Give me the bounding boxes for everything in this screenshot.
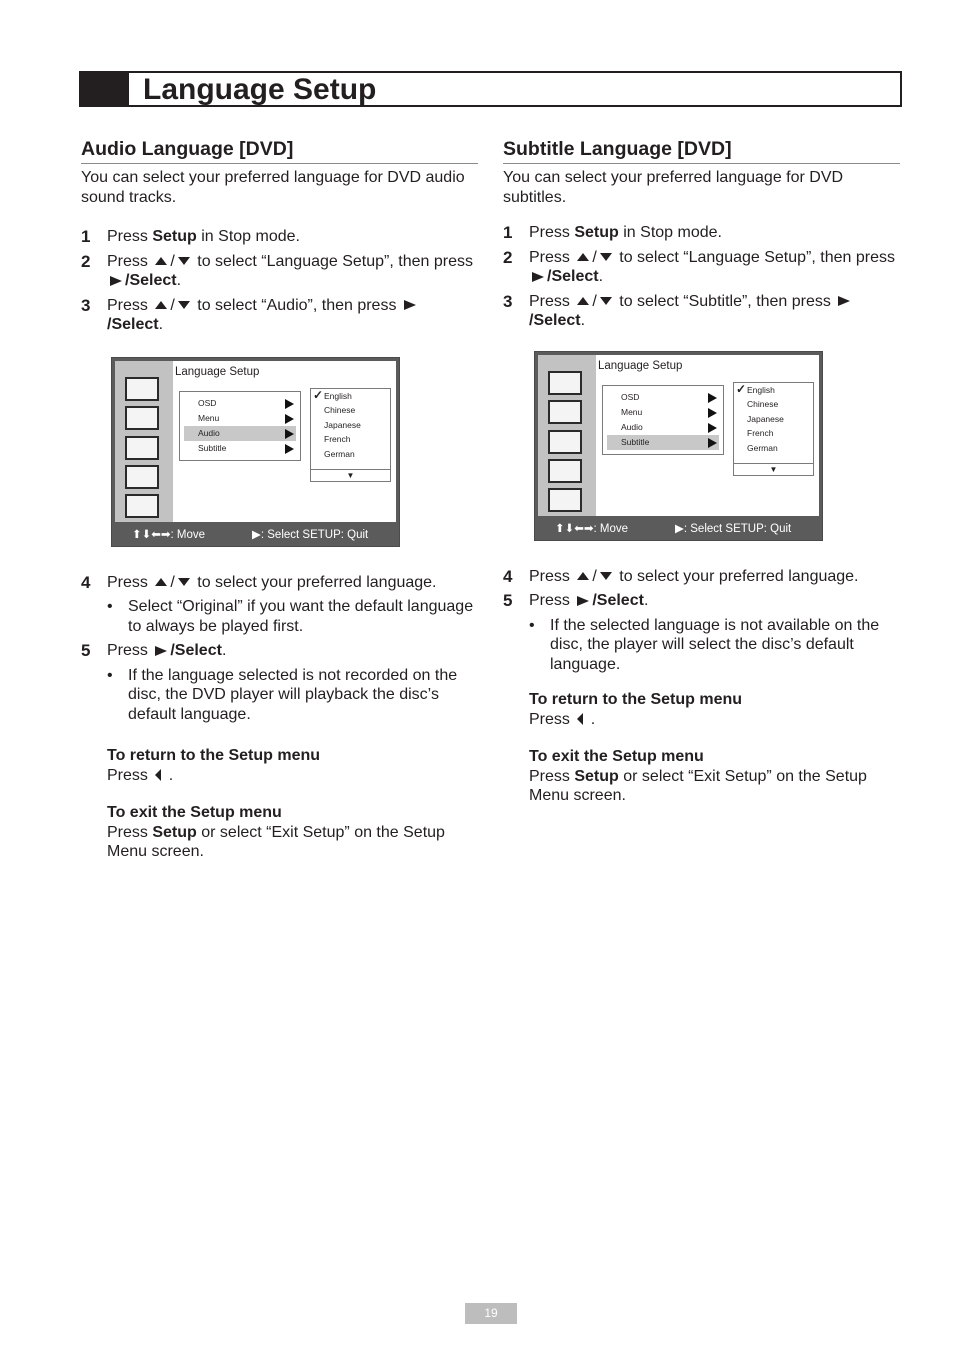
return-block: To return to the Setup menu Press .: [503, 690, 900, 729]
video-icon: [125, 406, 159, 430]
osd-language-label: French: [747, 428, 774, 438]
step-5: [503, 591, 900, 611]
step-4: 4 Press / to select your preferred language.: [81, 572, 437, 592]
scroll-down-icon: ▼: [734, 463, 813, 475]
step-number: 5: [503, 591, 513, 610]
osd-menu-label: Menu: [621, 406, 643, 417]
step-2: 2 Press / to select “Language Setup”, then press /Select.: [81, 251, 473, 289]
osd-language-item: [311, 447, 390, 462]
check-icon: ✓: [313, 387, 324, 402]
bullet-text: Select “Original” if you want the default language to always be played first.: [128, 598, 474, 635]
step-text: .: [598, 268, 604, 285]
osd-move-label: : Move: [170, 528, 206, 541]
osd-screenshot-subtitle: [534, 351, 823, 541]
down-arrow-icon: [600, 297, 612, 305]
osd-menu: [602, 385, 724, 455]
step-key: /Select: [592, 592, 644, 609]
step-text: to select “Subtitle”, then press: [614, 292, 836, 310]
step-3: 3 Press / to select “Subtitle”, then press /Select.: [503, 292, 900, 331]
osd-language-label: German: [747, 442, 778, 453]
osd-menu-item-selected: [184, 426, 296, 441]
osd-status-bar: [535, 518, 822, 540]
step-number: 3: [81, 295, 91, 315]
right-arrow-icon: [708, 408, 717, 418]
osd-menu-label: OSD: [198, 397, 217, 408]
step-number: 4: [503, 566, 513, 586]
bullet-note: • If the language selected is not recorded on the disc, the DVD player will playback the disc’s default language.: [107, 666, 458, 723]
osd-menu-item: [607, 420, 719, 435]
return-text: Press: [529, 710, 570, 728]
exit-text: Press: [529, 767, 575, 785]
right-arrow-icon: [577, 596, 589, 606]
osd-language-item: [311, 403, 390, 418]
up-arrow-icon: [155, 301, 167, 309]
step-text: Press: [107, 642, 153, 659]
step-number: 1: [503, 223, 513, 242]
section-heading: Audio Language [DVD]: [81, 137, 478, 164]
exit-block: [503, 747, 900, 806]
exit-icon: [125, 494, 159, 518]
osd-language-item: [734, 383, 813, 398]
nav-arrows-icon: ⬆⬇⬅➡: [555, 522, 594, 535]
left-arrow-icon: [155, 769, 161, 781]
title-bar: [79, 71, 902, 107]
step-key: /Select: [547, 268, 599, 285]
nav-arrows-icon: ⬆⬇⬅➡: [132, 528, 171, 541]
step-text: .: [580, 312, 586, 329]
right-arrow-icon: [708, 423, 717, 433]
step-number: 2: [81, 251, 91, 271]
osd-title: Language Setup: [175, 365, 260, 378]
step-text: in Stop mode.: [196, 228, 300, 245]
osd-menu-label: Audio: [621, 421, 643, 432]
osd-menu-label: Subtitle: [621, 436, 650, 447]
step-text: Press: [529, 292, 575, 310]
osd-language-label: Japanese: [324, 419, 361, 430]
osd-sidebar: [538, 355, 596, 516]
check-icon: ✓: [736, 381, 747, 396]
left-arrow-icon: [577, 713, 583, 725]
osd-menu-item: [184, 441, 296, 456]
osd-status-bar: [112, 524, 399, 546]
right-arrow-icon: [404, 300, 416, 310]
step-4: 4 Press / to select your preferred language.: [503, 566, 859, 586]
language-icon: [548, 371, 582, 395]
osd-language-list: [310, 388, 391, 482]
bullet-note: • If the selected language is not available on the disc, the player will select the disc’s default language.: [529, 616, 880, 673]
audio-language-section: [81, 137, 478, 862]
osd-language-item: [734, 397, 813, 412]
down-arrow-icon: [178, 578, 190, 586]
right-arrow-icon: [838, 296, 850, 306]
up-arrow-icon: [577, 297, 589, 305]
osd-sidebar: [115, 361, 173, 522]
step-text: to select “Audio”, then press: [192, 296, 401, 314]
bullet-text: If the language selected is not recorded on the disc, the DVD player will playback the disc’s default language.: [128, 666, 458, 723]
step-number: 2: [503, 247, 513, 267]
right-arrow-icon: [155, 646, 167, 656]
exit-key: Setup: [152, 823, 197, 841]
step-text: .: [176, 272, 182, 289]
osd-language-item: [311, 432, 390, 447]
osd-language-item: [734, 412, 813, 427]
right-arrow-icon: [708, 438, 717, 448]
osd-title: Language Setup: [598, 359, 683, 372]
step-text: .: [643, 592, 649, 609]
exit-heading: To exit the Setup menu: [107, 804, 282, 821]
osd-menu-label: Menu: [198, 412, 220, 423]
step-text: Press: [529, 248, 575, 266]
osd-language-label: Chinese: [324, 405, 356, 415]
right-arrow-icon: [285, 414, 294, 424]
osd-language-item: [311, 389, 390, 404]
step-number: 3: [503, 291, 513, 311]
osd-language-list: [733, 382, 814, 476]
osd-language-label: English: [324, 390, 352, 401]
video-icon: [548, 400, 582, 424]
right-arrow-icon: ▶: [252, 528, 261, 541]
exit-text: or select “Exit Setup” on the Setup Menu screen.: [107, 823, 445, 860]
exit-text: or select “Exit Setup” on the Setup Menu screen.: [529, 767, 867, 804]
osd-language-item: [734, 426, 813, 441]
step-key: /Select: [529, 312, 581, 329]
title-block: [81, 73, 129, 105]
osd-menu-item: [607, 390, 719, 405]
up-arrow-icon: [577, 572, 589, 580]
osd-language-label: Chinese: [747, 399, 779, 409]
step-key: Setup: [152, 228, 197, 245]
audio-icon: [548, 430, 582, 454]
osd-language-item: [311, 418, 390, 433]
down-arrow-icon: [600, 253, 612, 261]
step-3: 3 Press / to select “Audio”, then press /Select.: [81, 296, 478, 335]
step-key: Setup: [574, 224, 619, 241]
osd-menu-item: [184, 396, 296, 411]
down-arrow-icon: [178, 301, 190, 309]
osd-language-label: English: [747, 384, 775, 395]
step-1: [503, 223, 900, 243]
osd-menu-label: OSD: [621, 391, 640, 402]
step-key: /Select: [170, 642, 222, 659]
language-icon: [125, 377, 159, 401]
exit-heading: To exit the Setup menu: [529, 748, 704, 765]
osd-menu-item: [184, 411, 296, 426]
step-number: 5: [81, 641, 91, 660]
scroll-down-icon: ▼: [311, 469, 390, 481]
return-text: Press: [107, 766, 148, 784]
step-text: .: [221, 642, 227, 659]
step-2: 2 Press / to select “Language Setup”, then press /Select.: [503, 247, 895, 285]
step-text: Press: [107, 252, 153, 270]
right-arrow-icon: [532, 272, 544, 282]
step-5: [81, 641, 478, 661]
osd-move-label: : Move: [593, 522, 629, 535]
down-arrow-icon: [178, 257, 190, 265]
osd-menu-label: Audio: [198, 427, 220, 438]
step-number: 1: [81, 227, 91, 246]
section-heading: Subtitle Language [DVD]: [503, 137, 900, 164]
up-arrow-icon: [577, 253, 589, 261]
step-text: .: [158, 316, 164, 333]
right-arrow-icon: ▶: [675, 522, 684, 535]
osd-language-label: German: [324, 448, 355, 459]
step-text: to select your preferred language.: [614, 567, 859, 585]
osd-menu-item: [607, 405, 719, 420]
hammer-icon: [548, 459, 582, 483]
exit-key: Setup: [574, 767, 619, 785]
right-arrow-icon: [110, 276, 122, 286]
exit-block: [81, 803, 478, 862]
osd-language-label: French: [324, 434, 351, 444]
step-text: to select “Language Setup”, then press: [192, 252, 473, 270]
bullet-note: • Select “Original” if you want the default language to always be played first.: [107, 598, 474, 635]
step-key: /Select: [107, 316, 159, 333]
step-text: Press: [529, 224, 575, 241]
exit-icon: [548, 488, 582, 512]
osd-menu: [179, 391, 301, 461]
step-text: to select “Language Setup”, then press: [614, 248, 895, 266]
right-arrow-icon: [285, 399, 294, 409]
return-heading: To return to the Setup menu: [107, 747, 321, 764]
step-text: Press: [529, 592, 575, 609]
osd-menu-item-selected: [607, 435, 719, 450]
section-intro: You can select your preferred language for DVD audio sound tracks.: [81, 169, 465, 206]
page-title: Language Setup: [143, 73, 377, 106]
bullet-text: If the selected language is not available on the disc, the player will select the disc’s default language.: [550, 616, 880, 673]
step-text: Press: [107, 228, 153, 245]
step-text: Press: [107, 573, 153, 591]
osd-screenshot-audio: [111, 357, 400, 547]
step-1: [81, 227, 478, 247]
audio-icon: [125, 436, 159, 460]
right-arrow-icon: [708, 393, 717, 403]
osd-language-item: [734, 441, 813, 456]
step-text: to select your preferred language.: [192, 573, 437, 591]
osd-menu-label: Subtitle: [198, 442, 227, 453]
osd-select-label: : Select SETUP: Quit: [260, 528, 369, 541]
return-block: To return to the Setup menu Press .: [81, 746, 478, 785]
step-text: in Stop mode.: [618, 224, 722, 241]
hammer-icon: [125, 465, 159, 489]
up-arrow-icon: [155, 257, 167, 265]
right-arrow-icon: [285, 429, 294, 439]
step-text: Press: [107, 296, 153, 314]
osd-language-label: Japanese: [747, 413, 784, 424]
return-heading: To return to the Setup menu: [529, 691, 743, 708]
step-key: /Select: [125, 272, 177, 289]
page-number: 19: [465, 1303, 517, 1324]
osd-select-label: : Select SETUP: Quit: [683, 522, 792, 535]
down-arrow-icon: [600, 572, 612, 580]
section-intro: You can select your preferred language for DVD subtitles.: [503, 169, 844, 206]
up-arrow-icon: [155, 578, 167, 586]
step-text: Press: [529, 567, 575, 585]
right-arrow-icon: [285, 444, 294, 454]
step-number: 4: [81, 572, 91, 592]
exit-text: Press: [107, 823, 153, 841]
subtitle-language-section: [503, 137, 900, 806]
